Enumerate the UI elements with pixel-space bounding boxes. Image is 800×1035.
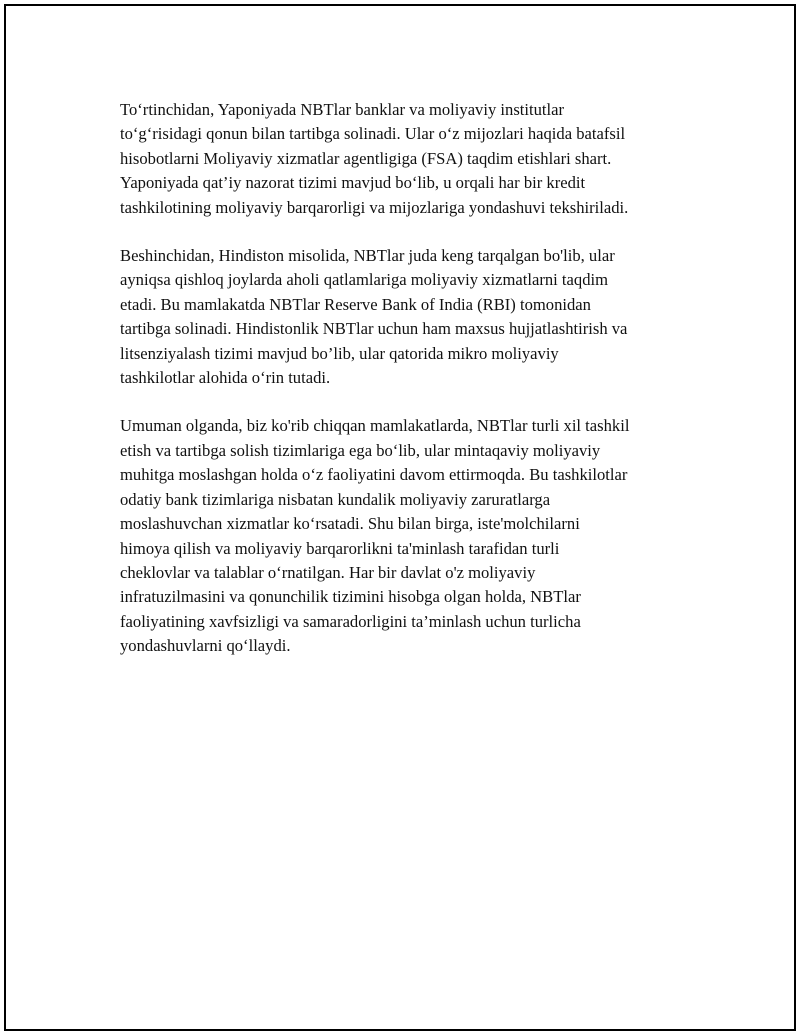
text-line: moslashuvchan xizmatlar ko‘rsatadi. Shu bilan birga, iste'molchilarni <box>120 514 580 534</box>
text-line: cheklovlar va talablar o‘rnatilgan. Har bir davlat o'z moliyaviy <box>120 562 536 582</box>
text-line: tashkilotlar alohida o‘rin tutadi. <box>120 368 331 388</box>
text-line: Umuman olganda, biz ko'rib chiqqan mamlakatlarda, NBTlar turli xil tashkil <box>120 416 630 436</box>
text-line: hisobotlarni Moliyaviy xizmatlar agentligiga (FSA) taqdim etishlari shart. <box>120 148 612 168</box>
document-body <box>120 98 700 683</box>
text-line: yondashuvlarni qo‘llaydi. <box>120 636 291 656</box>
text-line: To‘rtinchidan, Yaponiyada NBTlar banklar va moliyaviy institutlar <box>120 100 565 119</box>
text-line: Beshinchidan, Hindiston misolida, NBTlar juda keng tarqalgan bo'lib, ular <box>120 246 615 266</box>
text-line: himoya qilish va moliyaviy barqarorlikni ta'minlash tarafidan turli <box>120 538 560 558</box>
text-line: Yaponiyada qat’iy nazorat tizimi mavjud bo‘lib, u orqali har bir kredit <box>120 173 586 193</box>
text-line: odatiy bank tizimlariga nisbatan kundalik moliyaviy zaruratlarga <box>120 489 551 509</box>
text-line: tashkilotining moliyaviy barqarorligi va mijozlariga yondashuvi tekshiriladi. <box>120 197 629 217</box>
paragraph-conclusion <box>120 414 700 658</box>
text-line: muhitga moslashgan holda o‘z faoliyatini davom ettirmoqda. Bu tashkilotlar <box>120 465 628 485</box>
document-page <box>4 4 796 1031</box>
text-line: tartibga solinadi. Hindistonlik NBTlar uchun ham maxsus hujjatlashtirish va <box>120 319 628 339</box>
text-line: litsenziyalash tizimi mavjud bo’lib, ular qatorida mikro moliyaviy <box>120 343 559 363</box>
text-line: to‘g‘risidagi qonun bilan tartibga solinadi. Ular o‘z mijozlari haqida batafsil <box>120 124 626 144</box>
text-line: etadi. Bu mamlakatda NBTlar Reserve Bank of India (RBI) tomonidan <box>120 294 591 314</box>
text-line: etish va tartibga solish tizimlariga ega bo‘lib, ular mintaqaviy moliyaviy <box>120 440 601 460</box>
paragraph-japan <box>120 98 700 220</box>
text-line: infratuzilmasini va qonunchilik tizimini hisobga olgan holda, NBTlar <box>120 587 581 607</box>
text-line: faoliyatining xavfsizligi va samaradorligini ta’minlash uchun turlicha <box>120 611 581 631</box>
text-line: ayniqsa qishloq joylarda aholi qatlamlariga moliyaviy xizmatlarni taqdim <box>120 270 609 290</box>
paragraph-india <box>120 244 700 390</box>
